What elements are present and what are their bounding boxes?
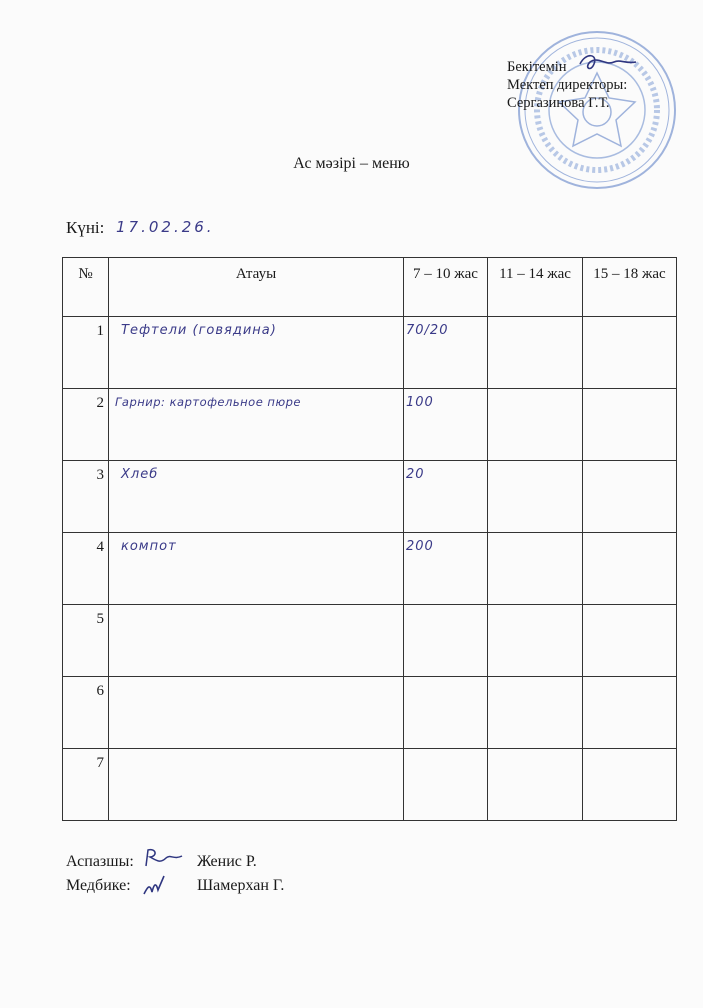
dish-cell	[109, 317, 404, 389]
portion-cell	[488, 749, 583, 821]
portion-cell	[404, 461, 488, 533]
row-number: 6	[63, 677, 109, 749]
dish-cell	[109, 605, 404, 677]
portion-cell	[488, 461, 583, 533]
portion-cell	[583, 461, 677, 533]
row-number: 5	[63, 605, 109, 677]
date-value: 17.02.26.	[116, 218, 215, 236]
header-name: Атауы	[109, 258, 404, 317]
dish-cell	[109, 749, 404, 821]
portion-cell	[404, 533, 488, 605]
header-age-7-10: 7 – 10 жас	[404, 258, 488, 317]
portion-cell	[583, 533, 677, 605]
portion-cell	[404, 605, 488, 677]
table-row	[63, 461, 677, 533]
portion-cell	[404, 749, 488, 821]
row-number: 7	[63, 749, 109, 821]
cook-name: Женис Р.	[197, 853, 257, 870]
dish-name: Гарнир: картофельное пюре	[115, 395, 301, 409]
table-row	[63, 317, 677, 389]
portion-cell	[488, 677, 583, 749]
portion-cell	[404, 677, 488, 749]
dish-cell	[109, 461, 404, 533]
dish-name: Тефтели (говядина)	[121, 323, 277, 338]
dish-cell	[109, 389, 404, 461]
nurse-signature	[140, 874, 172, 898]
portion-cell	[583, 389, 677, 461]
portion-cell	[404, 389, 488, 461]
portion-7-10: 70/20	[406, 323, 449, 338]
table-row	[63, 749, 677, 821]
table-row	[63, 389, 677, 461]
portion-cell	[583, 749, 677, 821]
dish-cell	[109, 677, 404, 749]
approval-line-2: Мектеп директоры:	[507, 77, 628, 93]
portion-cell	[583, 677, 677, 749]
portion-cell	[404, 317, 488, 389]
dish-name: Хлеб	[121, 467, 159, 482]
approval-line-1: Бекітемін	[507, 59, 567, 75]
table-row	[63, 677, 677, 749]
header-age-15-18: 15 – 18 жас	[583, 258, 677, 317]
portion-cell	[488, 317, 583, 389]
dish-name: компот	[121, 539, 177, 554]
header-number: №	[63, 258, 109, 317]
portion-cell	[488, 533, 583, 605]
page-title: Ас мәзірі – меню	[293, 155, 410, 172]
menu-table	[62, 257, 677, 821]
portion-cell	[583, 317, 677, 389]
table-row	[63, 605, 677, 677]
row-number: 1	[63, 317, 109, 389]
row-number: 3	[63, 461, 109, 533]
approval-block	[507, 58, 627, 112]
nurse-label: Медбике:	[66, 877, 131, 894]
dish-cell	[109, 533, 404, 605]
nurse-name: Шамерхан Г.	[197, 877, 285, 894]
portion-7-10: 100	[406, 395, 434, 410]
portion-7-10: 20	[406, 467, 425, 482]
cook-label: Аспазшы:	[66, 853, 134, 870]
portion-cell	[488, 605, 583, 677]
approval-line-3: Сергазинова Г.Т.	[507, 95, 610, 111]
portion-cell	[488, 389, 583, 461]
table-header-row	[63, 258, 677, 317]
portion-cell	[583, 605, 677, 677]
cook-signature	[142, 846, 184, 870]
header-age-11-14: 11 – 14 жас	[488, 258, 583, 317]
portion-7-10: 200	[406, 539, 434, 554]
row-number: 2	[63, 389, 109, 461]
row-number: 4	[63, 533, 109, 605]
date-label: Күні:	[66, 218, 105, 237]
table-row	[63, 533, 677, 605]
